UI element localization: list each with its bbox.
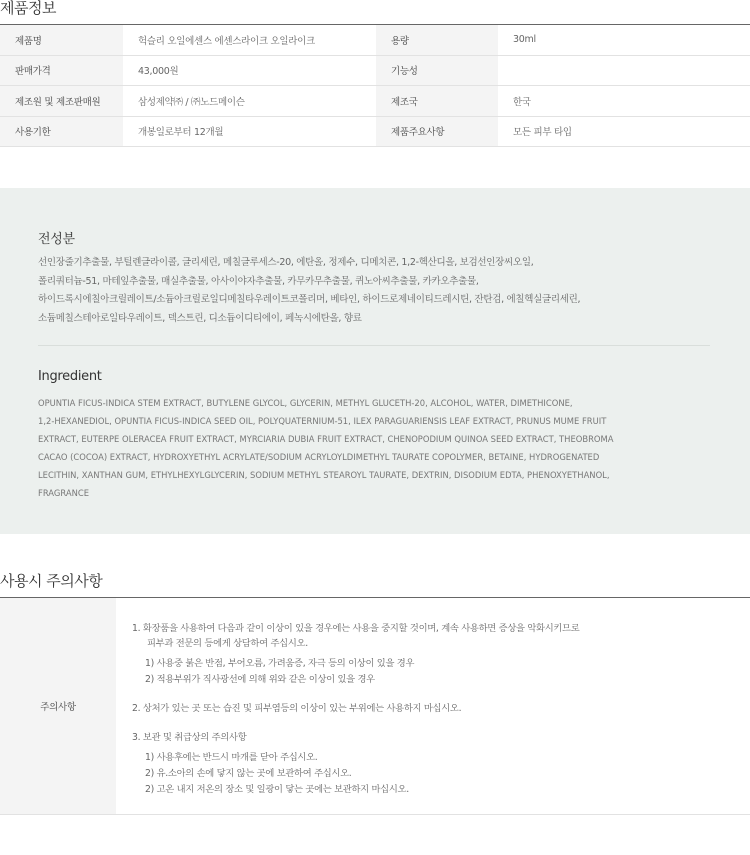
info-value: 개봉일로부터 12개월 — [138, 127, 224, 139]
ingredients-ko-line: 폴리쿼터늄-51, 마테잎추출물, 매실추출물, 아사이야자추출물, 카무카무추출물, 퀴노아씨추출물, 카카오추출물, — [38, 275, 479, 287]
info-row — [0, 25, 750, 56]
info-label: 제품명 — [0, 25, 123, 55]
ingredients-en-line: OPUNTIA FICUS-INDICA STEM EXTRACT, BUTYLENE GLYCOL, GLYCERIN, METHYL GLUCETH-20, ALCOHOL, WATER, DIMETHICONE, — [38, 398, 573, 408]
info-label: 용량 — [376, 25, 498, 55]
info-label: 제품주요사항 — [376, 117, 498, 147]
caution-item-1: 1. 화장품을 사용하여 다음과 같이 이상이 있을 경우에는 사용을 중지할 것이며, 계속 사용하면 증상을 악화시키므로 — [132, 623, 580, 634]
product-info-table — [0, 24, 750, 147]
info-value: 한국 — [513, 96, 531, 108]
ingredients-ko-text — [38, 254, 718, 328]
ingredients-en-line: FRAGRANCE — [38, 488, 89, 498]
info-value: 43,000원 — [138, 66, 179, 78]
caution-item-3-sub-3: 2) 고온 내지 저온의 장소 및 일광이 닿는 곳에는 보관하지 마십시오. — [145, 784, 409, 795]
ingredients-ko-line: 하이드록시에칠아크릴레이트/소듐아크릴로일디메칠타우레이트코폴리머, 베타인, 하이드로제네이티드레시틴, 잔탄검, 에칠헥실글리세린, — [38, 294, 581, 305]
info-label: 사용기한 — [0, 117, 123, 147]
caution-label: 주의사항 — [0, 598, 116, 814]
ingredients-ko-title: 전성분 — [38, 232, 75, 247]
ingredients-panel — [0, 188, 750, 534]
caution-body — [116, 598, 750, 814]
ingredients-en-line: EXTRACT, EUTERPE OLERACEA FRUIT EXTRACT, MYRCIARIA DUBIA FRUIT EXTRACT, CHENOPODIUM QUINOA SEED EXTRACT, THEOBROMA — [38, 434, 614, 444]
info-value: 모든 피부 타입 — [513, 127, 572, 139]
caution-item-1-sub-1: 1) 사용중 붉은 반점, 부어오름, 가려움증, 자극 등의 이상이 있을 경우 — [145, 658, 415, 669]
info-row — [0, 56, 750, 87]
info-value: 헉슬리 오일에센스 에센스라이크 오일라이크 — [138, 35, 315, 47]
info-value: 30ml — [513, 34, 536, 46]
caution-item-1-cont: 피부과 전문의 등에게 상담하여 주십시오. — [147, 638, 308, 649]
caution-item-2: 2. 상처가 있는 곳 또는 습진 및 피부염등의 이상이 있는 부위에는 사용하지 마십시오. — [132, 703, 462, 714]
info-value: 삼성제약㈜ / ㈜노드메이슨 — [138, 96, 245, 108]
caution-item-3: 3. 보관 및 취급상의 주의사항 — [132, 732, 247, 743]
ingredients-en-title: Ingredient — [38, 369, 102, 384]
caution-item-3-sub-1: 1) 사용후에는 반드시 마개를 닫아 주십시오. — [145, 752, 318, 763]
product-info-title: 제품정보 — [0, 0, 56, 17]
ingredients-ko-line: 선인장줄기추출물, 부틸렌글라이콜, 글리세린, 메칠글루세스-20, 에탄올, 정제수, 디메치콘, 1,2-헥산디올, 보검선인장씨오일, — [38, 257, 534, 268]
info-label: 판매가격 — [0, 56, 123, 86]
ingredients-divider — [38, 345, 710, 346]
info-label: 제조국 — [376, 86, 498, 116]
info-row — [0, 117, 750, 148]
caution-item-1-sub-2: 2) 적용부위가 직사광선에 의해 위와 같은 이상이 있을 경우 — [145, 674, 375, 685]
caution-table — [0, 597, 750, 815]
info-label: 제조원 및 제조판매원 — [0, 86, 123, 116]
ingredients-en-line: CACAO (COCOA) EXTRACT, HYDROXYETHYL ACRYLATE/SODIUM ACRYLOYLDIMETHYL TAURATE COPOLYMER, BETAINE, HYDROGENATED — [38, 452, 600, 462]
caution-item-3-sub-2: 2) 유.소아의 손에 닿지 않는 곳에 보관하여 주십시오. — [145, 768, 352, 779]
info-value — [498, 56, 750, 86]
caution-title: 사용시 주의사항 — [0, 572, 103, 590]
ingredients-en-line: 1,2-HEXANEDIOL, OPUNTIA FICUS-INDICA SEED OIL, POLYQUATERNIUM-51, ILEX PARAGUARIENSIS LEAF EXTRACT, PRUNUS MUME FRUIT — [38, 416, 607, 426]
info-row — [0, 86, 750, 117]
ingredients-en-text — [38, 394, 710, 502]
info-label: 기능성 — [376, 56, 498, 86]
ingredients-en-line: LECITHIN, XANTHAN GUM, ETHYLHEXYLGLYCERIN, SODIUM METHYL STEAROYL TAURATE, DEXTRIN, DISODIUM EDTA, PHENOXYETHANOL, — [38, 470, 610, 480]
ingredients-ko-line: 소듐메칠스테아로일타우레이트, 덱스트린, 디소듐이디티에이, 페녹시에탄올, 향료 — [38, 312, 362, 324]
